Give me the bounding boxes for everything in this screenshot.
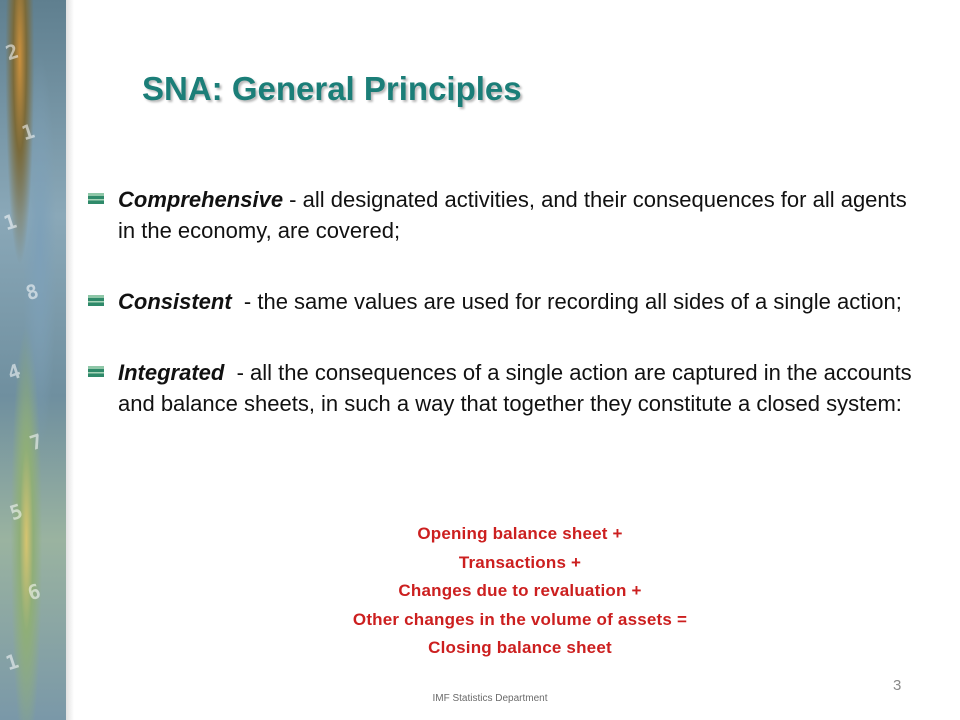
identity-line: Transactions +: [458, 552, 582, 572]
identity-line: Changes due to revaluation +: [398, 581, 642, 600]
balance-identity: [240, 520, 800, 663]
slide-title: SNA: General Principles: [142, 70, 522, 107]
bullet-item-consistent: [88, 286, 928, 317]
bullet-term: Integrated: [118, 360, 225, 385]
bullet-text: - all the consequences of a single action are captured in the accounts and balance sheets, in such a way that together they constitute a closed system:: [118, 360, 918, 416]
page-number: 3: [893, 677, 902, 694]
bullet-text: - the same values are used for recording all sides of a single action;: [231, 289, 902, 314]
bullet-term: Consistent: [118, 289, 232, 314]
identity-line: Opening balance sheet +: [417, 524, 623, 543]
identity-line: Other changes in the volume of assets =: [352, 609, 688, 629]
sidebar-shadow: [66, 0, 74, 720]
bullet-text: - all designated activities, and their consequences for all agents in the economy, are covered;: [118, 187, 907, 243]
bullet-list: [88, 184, 928, 459]
footer-text: IMF Statistics Department: [432, 693, 548, 704]
square-bullet-icon: [88, 193, 104, 204]
bullet-term: Comprehensive: [118, 187, 284, 212]
identity-line: Closing balance sheet: [428, 638, 612, 657]
square-bullet-icon: [88, 295, 104, 306]
bullet-item-comprehensive: [88, 184, 928, 246]
bullet-item-integrated: [88, 357, 928, 419]
decorative-sidebar-image: 2 1 1 8 4 7 5 6 1: [0, 0, 66, 720]
square-bullet-icon: [88, 366, 104, 377]
